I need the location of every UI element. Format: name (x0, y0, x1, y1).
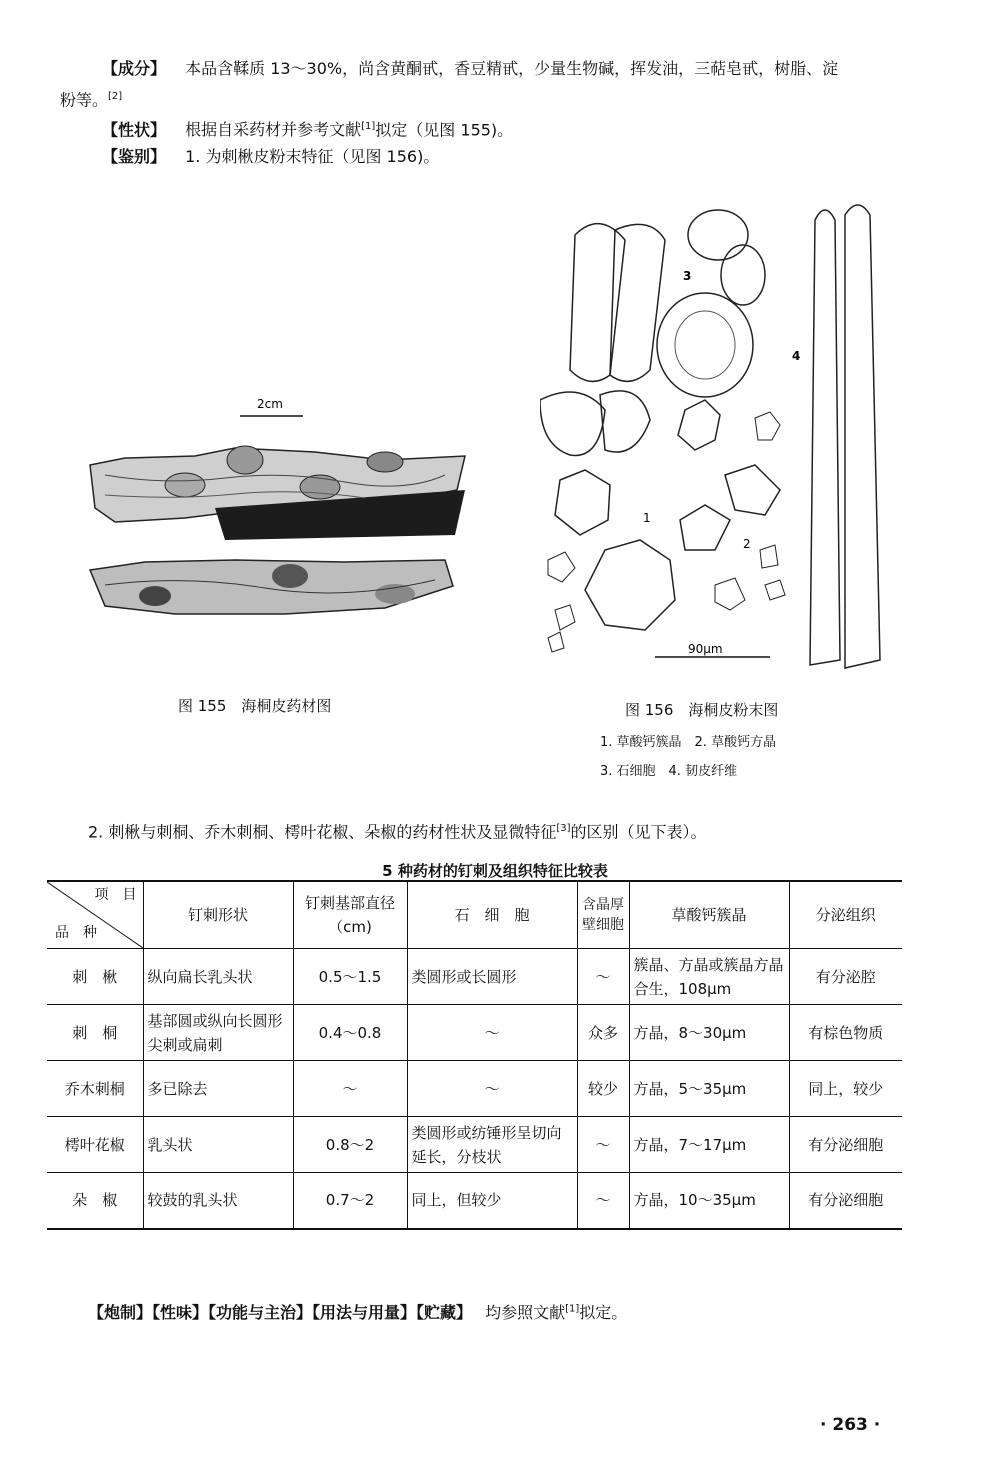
table-cell: 方晶，5～35μm (629, 1061, 789, 1117)
table-row (47, 1061, 902, 1117)
figure-156-legend-1: 1. 草酸钙簇晶 2. 草酸钙方晶 (600, 735, 777, 750)
table-row (47, 1173, 902, 1229)
chengfen-heading: 【成分】 (102, 59, 167, 78)
label-fibre: 4 (792, 349, 801, 363)
table-row (47, 949, 902, 1005)
figure-156 (540, 190, 900, 680)
chengfen-line2 (60, 86, 122, 111)
table-cell: 0.8～2 (293, 1117, 407, 1173)
scale-label-156: 90μm (688, 642, 723, 656)
chengfen-text2: 粉等。 (60, 90, 109, 110)
paragraph-2 (88, 818, 707, 843)
xingzhuang-heading: 【性状】 (102, 120, 167, 140)
header-cell: 钉刺基部直径（cm) (293, 881, 407, 949)
species-cell: 乔木刺桐 (47, 1061, 143, 1117)
table-cell: 较少 (577, 1061, 629, 1117)
table-cell: 方晶，8～30μm (629, 1005, 789, 1061)
xingzhuang-text: 根据自采药材并参考文献 (185, 120, 362, 140)
table-cell: ～ (293, 1061, 407, 1117)
scale-label-155: 2cm (257, 397, 283, 411)
table-cell: 有棕色物质 (789, 1005, 902, 1061)
paragraph-2-text: 2. 刺楸与刺桐、乔木刺桐、樗叶花椒、朵椒的药材性状及显微特征 (88, 822, 557, 842)
label-druse: 1 (643, 511, 651, 525)
figure-156-legend-2: 3. 石细胞 4. 韧皮纤维 (600, 764, 738, 779)
table-cell: 方晶，7～17μm (629, 1117, 789, 1173)
table-cell: 同上，但较少 (407, 1173, 577, 1229)
table-cell: 0.5～1.5 (293, 949, 407, 1005)
table-cell: 0.4～0.8 (293, 1005, 407, 1061)
species-cell: 朵 椒 (47, 1173, 143, 1229)
table-cell: 基部圆或纵向长圆形尖刺或扁刺 (143, 1005, 293, 1061)
header-cell: 草酸钙簇晶 (629, 881, 789, 949)
header-cell: 石 细 胞 (407, 881, 577, 949)
table-cell: 方晶，10～35μm (629, 1173, 789, 1229)
page-number: · 263 · (820, 1415, 881, 1435)
table-cell: ～ (407, 1061, 577, 1117)
table-cell: 多已除去 (143, 1061, 293, 1117)
paragraph-2-ref: [3] (556, 823, 571, 834)
chengfen-text: 本品含鞣质 13～30%，尚含黄酮甙，香豆精甙，少量生物碱，挥发油，三萜皂甙，树脂、淀 (185, 59, 839, 78)
table-cell: 类圆形或纺锤形呈切向延长，分枝状 (407, 1117, 577, 1173)
xingzhuang-text2: 拟定（见图 155)。 (375, 120, 514, 140)
table-cell: 同上，较少 (789, 1061, 902, 1117)
table-row (47, 1117, 902, 1173)
bark-drawing (85, 390, 475, 630)
corner-top-label: 项 目 (94, 887, 137, 903)
table-cell: ～ (577, 949, 629, 1005)
figure-156-caption: 图 156 海桐皮粉末图 (625, 701, 779, 719)
chengfen-line (102, 58, 838, 80)
xingzhuang-line (102, 116, 513, 141)
footer-text: 均参照文献 (485, 1303, 566, 1322)
header-cell: 含晶厚壁细胞 (577, 881, 629, 949)
xingzhuang-ref: [1] (361, 121, 376, 132)
table-header-row (47, 881, 902, 949)
table-cell: 有分泌细胞 (789, 1117, 902, 1173)
jianbie-line (102, 146, 439, 168)
header-cell: 钉刺形状 (143, 881, 293, 949)
table-cell: ～ (577, 1117, 629, 1173)
footer-line (88, 1300, 627, 1323)
jianbie-heading: 【鉴别】 (102, 147, 167, 166)
table-cell: 众多 (577, 1005, 629, 1061)
corner-bottom-label: 品 种 (55, 925, 97, 941)
table-cell: 乳头状 (143, 1117, 293, 1173)
species-cell: 刺 楸 (47, 949, 143, 1005)
table-title: 5 种药材的钉刺及组织特征比较表 (382, 862, 608, 880)
corner-header (47, 881, 143, 949)
jianbie-text: 1. 为刺楸皮粉末特征（见图 156)。 (185, 147, 440, 166)
table-row (47, 1005, 902, 1061)
header-cell: 分泌组织 (789, 881, 902, 949)
table-cell: ～ (407, 1005, 577, 1061)
footer-ref: [1] (565, 1303, 580, 1315)
figure-155-caption: 图 155 海桐皮药材图 (178, 697, 332, 715)
label-stone-cell: 3 (683, 269, 692, 283)
footer-headings: 【炮制】【性味】【功能与主治】【用法与用量】【贮藏】 (88, 1303, 473, 1322)
table-cell: 较鼓的乳头状 (143, 1173, 293, 1229)
table-cell: ～ (577, 1173, 629, 1229)
powder-drawing (540, 190, 900, 680)
paragraph-2-text2: 的区别（见下表）。 (570, 822, 707, 842)
table-cell: 有分泌细胞 (789, 1173, 902, 1229)
species-cell: 刺 桐 (47, 1005, 143, 1061)
species-cell: 樗叶花椒 (47, 1117, 143, 1173)
table-cell: 0.7～2 (293, 1173, 407, 1229)
chengfen-ref: [2] (108, 91, 123, 102)
footer-text2: 拟定。 (579, 1303, 628, 1322)
table-cell: 纵向扁长乳头状 (143, 949, 293, 1005)
figure-155 (85, 390, 475, 630)
table-cell: 类圆形或长圆形 (407, 949, 577, 1005)
table-cell: 簇晶、方晶或簇晶方晶合生，108μm (629, 949, 789, 1005)
label-prism: 2 (743, 537, 751, 551)
comparison-table (47, 880, 902, 1230)
table-cell: 有分泌腔 (789, 949, 902, 1005)
